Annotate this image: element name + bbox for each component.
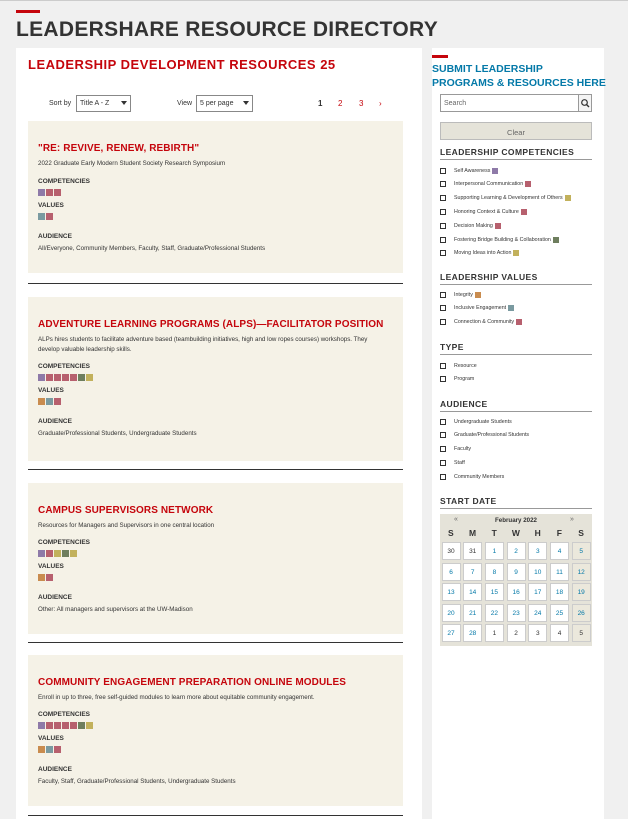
calendar-weekday-label: M [468,528,477,538]
audience-label: AUDIENCE [38,594,72,601]
category-swatch [62,550,69,557]
resource-title[interactable]: CAMPUS SUPERVISORS NETWORK [38,505,214,516]
checkbox[interactable] [440,460,446,466]
category-swatch [86,722,93,729]
calendar-day[interactable]: 14 [463,583,482,601]
resource-description: 2022 Graduate Early Modern Student Society Research Symposium [38,160,226,167]
category-swatch [475,292,481,298]
calendar-day[interactable]: 18 [550,583,569,601]
category-swatch [54,374,61,381]
calendar-day[interactable]: 1 [485,542,504,560]
audience-text: All/Everyone, Community Members, Faculty, Staff, Graduate/Professional Students [38,245,266,252]
calendar-day[interactable]: 17 [528,583,547,601]
category-swatch [78,722,85,729]
category-swatch [46,374,53,381]
checkbox-label: Supporting Learning & Development of Others [454,195,563,202]
category-swatch [513,250,519,256]
value-checkbox-item[interactable] [440,304,514,313]
calendar-day[interactable]: 26 [572,604,591,622]
search-button[interactable] [578,94,592,112]
divider [440,284,592,285]
calendar-day[interactable]: 13 [442,583,461,601]
resource-title[interactable]: COMMUNITY ENGAGEMENT PREPARATION ONLINE MODULES [38,677,347,688]
calendar-day[interactable]: 16 [507,583,526,601]
checkbox[interactable] [440,195,446,201]
submit-resources-link[interactable]: SUBMIT LEADERSHIP PROGRAMS & RESOURCES HERE [432,63,606,89]
chevron-down-icon [243,101,249,105]
values-label: VALUES [38,735,64,742]
competency-swatches [38,722,94,729]
category-swatch [38,574,45,581]
category-swatch [38,213,45,220]
competency-checkbox-item[interactable] [440,180,531,189]
view-select[interactable] [196,95,253,112]
calendar-day[interactable]: 4 [550,542,569,560]
start-date-heading: START DATE [440,496,497,506]
category-swatch [62,374,69,381]
audience-checkbox-item[interactable] [440,417,512,426]
calendar-day[interactable]: 9 [507,563,526,581]
value-checkbox-item[interactable] [440,318,522,327]
category-swatch [46,574,53,581]
calendar-day[interactable]: 7 [463,563,482,581]
checkbox[interactable] [440,363,446,369]
prev-month-button[interactable]: « [454,516,458,523]
resource-card [28,655,403,806]
calendar-day[interactable]: 5 [572,542,591,560]
values-filter-heading: LEADERSHIP VALUES [440,272,538,282]
checkbox[interactable] [440,474,446,480]
category-swatch [86,374,93,381]
calendar-day[interactable]: 22 [485,604,504,622]
competency-checkbox-item[interactable] [440,221,501,230]
divider [28,815,403,816]
value-swatches [38,574,54,581]
resource-description: Resources for Managers and Supervisors in one central location [38,522,215,529]
category-swatch [46,213,53,220]
calendar-day[interactable]: 20 [442,604,461,622]
checkbox[interactable] [440,168,446,174]
calendar-day[interactable]: 6 [442,563,461,581]
category-swatch [553,237,559,243]
category-swatch [54,550,61,557]
audience-checkbox-item[interactable] [440,472,504,481]
calendar-month-title: February 2022 [495,517,537,524]
category-swatch [521,209,527,215]
checkbox[interactable] [440,432,446,438]
audience-text: Graduate/Professional Students, Undergraduate Students [38,430,197,437]
divider [28,469,403,470]
checkbox[interactable] [440,292,446,298]
calendar-weekday-label: F [556,528,562,538]
audience-text: Faculty, Staff, Graduate/Professional Students, Undergraduate Students [38,778,236,785]
category-swatch [516,319,522,325]
calendar-weekday-label: W [511,528,520,538]
category-swatch [38,722,45,729]
view-select-value: 5 per page [200,100,234,107]
type-filter-heading: TYPE [440,342,464,352]
audience-text: Other: All managers and supervisors at the UW-Madison [38,606,193,613]
category-swatch [46,398,53,405]
value-swatches [38,398,62,405]
divider [28,283,403,284]
calendar-day[interactable]: 5 [572,624,591,642]
page-link-2[interactable]: 2 [338,99,343,108]
calendar-day[interactable]: 10 [528,563,547,581]
calendar-day[interactable]: 8 [485,563,504,581]
checkbox-label: Moving Ideas into Action [454,250,512,257]
resource-title[interactable]: ADVENTURE LEARNING PROGRAMS (ALPS)—FACILITATOR POSITION [38,319,384,330]
resource-description: ALPs hires students to facilitate adventure based (teambuilding initiatives, high and low ropes courses) workshops. They develop valuable leadership skills. [38,336,368,353]
sort-label: Sort by [49,100,72,107]
divider [440,411,592,412]
page-title: LEADERSHARE RESOURCE DIRECTORY [16,18,439,41]
category-swatch [38,189,45,196]
competency-swatches [38,550,78,557]
next-page-link[interactable]: › [379,99,382,108]
calendar-day[interactable]: 21 [463,604,482,622]
checkbox-label: Inclusive Engagement [454,305,507,312]
category-swatch [70,722,77,729]
calendar-day[interactable]: 19 [572,583,591,601]
view-label: View [177,100,193,107]
checkbox[interactable] [440,209,446,215]
checkbox-label: Community Members [454,473,505,480]
resource-card [28,483,403,634]
resource-description: Enroll in up to three, free self-guided modules to learn more about equitable community engagement. [38,694,315,701]
calendar-weekday-label: S [578,528,584,538]
category-swatch [46,550,53,557]
checkbox-label: Fostering Bridge Building & Collaboration [454,236,551,243]
competencies-filter-heading: LEADERSHIP COMPETENCIES [440,147,575,157]
audience-label: AUDIENCE [38,766,72,773]
calendar-weekday-label: S [448,528,454,538]
competency-checkbox-item[interactable] [440,235,559,244]
category-swatch [54,398,61,405]
category-swatch [38,398,45,405]
competencies-label: COMPETENCIES [38,178,91,185]
competency-swatches [38,189,62,196]
checkbox[interactable] [440,250,446,256]
calendar-day[interactable]: 25 [550,604,569,622]
page-link-current[interactable]: 1 [318,99,323,108]
audience-checkbox-item[interactable] [440,458,465,467]
resource-card [28,121,403,273]
category-swatch [54,189,61,196]
next-month-button[interactable]: » [570,516,574,523]
category-swatch [46,722,53,729]
competency-checkbox-item[interactable] [440,166,498,175]
checkbox-label: Decision Making [454,222,493,229]
checkbox-label: Graduate/Professional Students [454,432,530,439]
competency-swatches [38,374,94,381]
category-swatch [492,168,498,174]
category-swatch [46,746,53,753]
category-swatch [70,374,77,381]
checkbox[interactable] [440,419,446,425]
calendar-day[interactable]: 12 [572,563,591,581]
calendar-day[interactable]: 4 [550,624,569,642]
calendar-day[interactable]: 3 [528,624,547,642]
category-swatch [38,550,45,557]
checkbox[interactable] [440,319,446,325]
results-controls [16,95,422,113]
competency-checkbox-item[interactable] [440,207,527,216]
category-swatch [54,722,61,729]
checkbox-label: Resource [454,362,477,369]
checkbox-label: Undergraduate Students [454,418,512,425]
sort-select[interactable] [76,95,131,112]
start-date-calendar [440,514,592,646]
competencies-label: COMPETENCIES [38,539,91,546]
checkbox-label: Staff [454,459,465,466]
checkbox-label: Self Awareness [454,167,491,174]
calendar-day[interactable]: 1 [485,624,504,642]
checkbox-label: Honoring Context & Culture [454,208,519,215]
calendar-weekday-label: T [491,528,497,538]
calendar-day[interactable]: 31 [463,542,482,560]
category-swatch [46,189,53,196]
page-link-3[interactable]: 3 [359,99,364,108]
sort-select-value: Title A - Z [80,100,110,107]
checkbox-label: Faculty [454,446,472,453]
value-checkbox-item[interactable] [440,290,481,299]
checkbox[interactable] [440,446,446,452]
category-swatch [62,722,69,729]
search-icon [579,95,591,111]
calendar-day[interactable]: 11 [550,563,569,581]
values-label: VALUES [38,387,64,394]
checkbox[interactable] [440,181,446,187]
type-checkbox-item[interactable] [440,375,474,384]
audience-filter-heading: AUDIENCE [440,399,488,409]
calendar-day[interactable]: 27 [442,624,461,642]
calendar-day[interactable]: 28 [463,624,482,642]
values-label: VALUES [38,202,64,209]
divider [440,354,592,355]
calendar-header [440,514,592,526]
calendar-day[interactable]: 3 [528,542,547,560]
calendar-day[interactable]: 30 [442,542,461,560]
checkbox[interactable] [440,223,446,229]
audience-checkbox-item[interactable] [440,431,529,440]
type-checkbox-item[interactable] [440,361,477,370]
calendar-day[interactable]: 2 [507,624,526,642]
divider [440,159,592,160]
resource-card [28,297,403,461]
calendar-weekday-label: H [534,528,541,538]
chevron-down-icon [121,101,127,105]
calendar-day[interactable]: 2 [507,542,526,560]
checkbox[interactable] [440,305,446,311]
title-accent-bar [16,10,40,13]
competency-checkbox-item[interactable] [440,194,571,203]
search-input[interactable]: Search [440,94,579,112]
category-swatch [78,374,85,381]
clear-filters-button[interactable]: Clear [440,122,592,140]
competencies-label: COMPETENCIES [38,711,91,718]
calendar-day[interactable]: 24 [528,604,547,622]
audience-checkbox-item[interactable] [440,445,471,454]
divider [440,508,592,509]
divider [28,642,403,643]
value-swatches [38,746,62,753]
category-swatch [38,374,45,381]
values-label: VALUES [38,563,64,570]
resource-title[interactable]: "RE: REVIVE, RENEW, REBIRTH" [38,143,200,154]
competency-checkbox-item[interactable] [440,249,519,258]
category-swatch [70,550,77,557]
sidebar-accent-bar [432,55,448,58]
category-swatch [38,746,45,753]
checkbox-label: Integrity [454,291,473,298]
audience-label: AUDIENCE [38,233,72,240]
calendar-day[interactable]: 23 [507,604,526,622]
competencies-label: COMPETENCIES [38,363,91,370]
category-swatch [495,223,501,229]
results-panel [16,48,422,819]
calendar-day[interactable]: 15 [485,583,504,601]
filter-sidebar [432,48,604,819]
checkbox[interactable] [440,237,446,243]
checkbox-label: Interpersonal Communication [454,181,524,188]
category-swatch [565,195,571,201]
section-title: LEADERSHIP DEVELOPMENT RESOURCES 25 [28,57,336,72]
value-swatches [38,213,54,220]
category-swatch [525,181,531,187]
category-swatch [54,746,61,753]
checkbox-label: Program [454,376,475,383]
category-swatch [508,305,514,311]
checkbox[interactable] [440,376,446,382]
audience-label: AUDIENCE [38,418,72,425]
checkbox-label: Connection & Community [454,319,515,326]
